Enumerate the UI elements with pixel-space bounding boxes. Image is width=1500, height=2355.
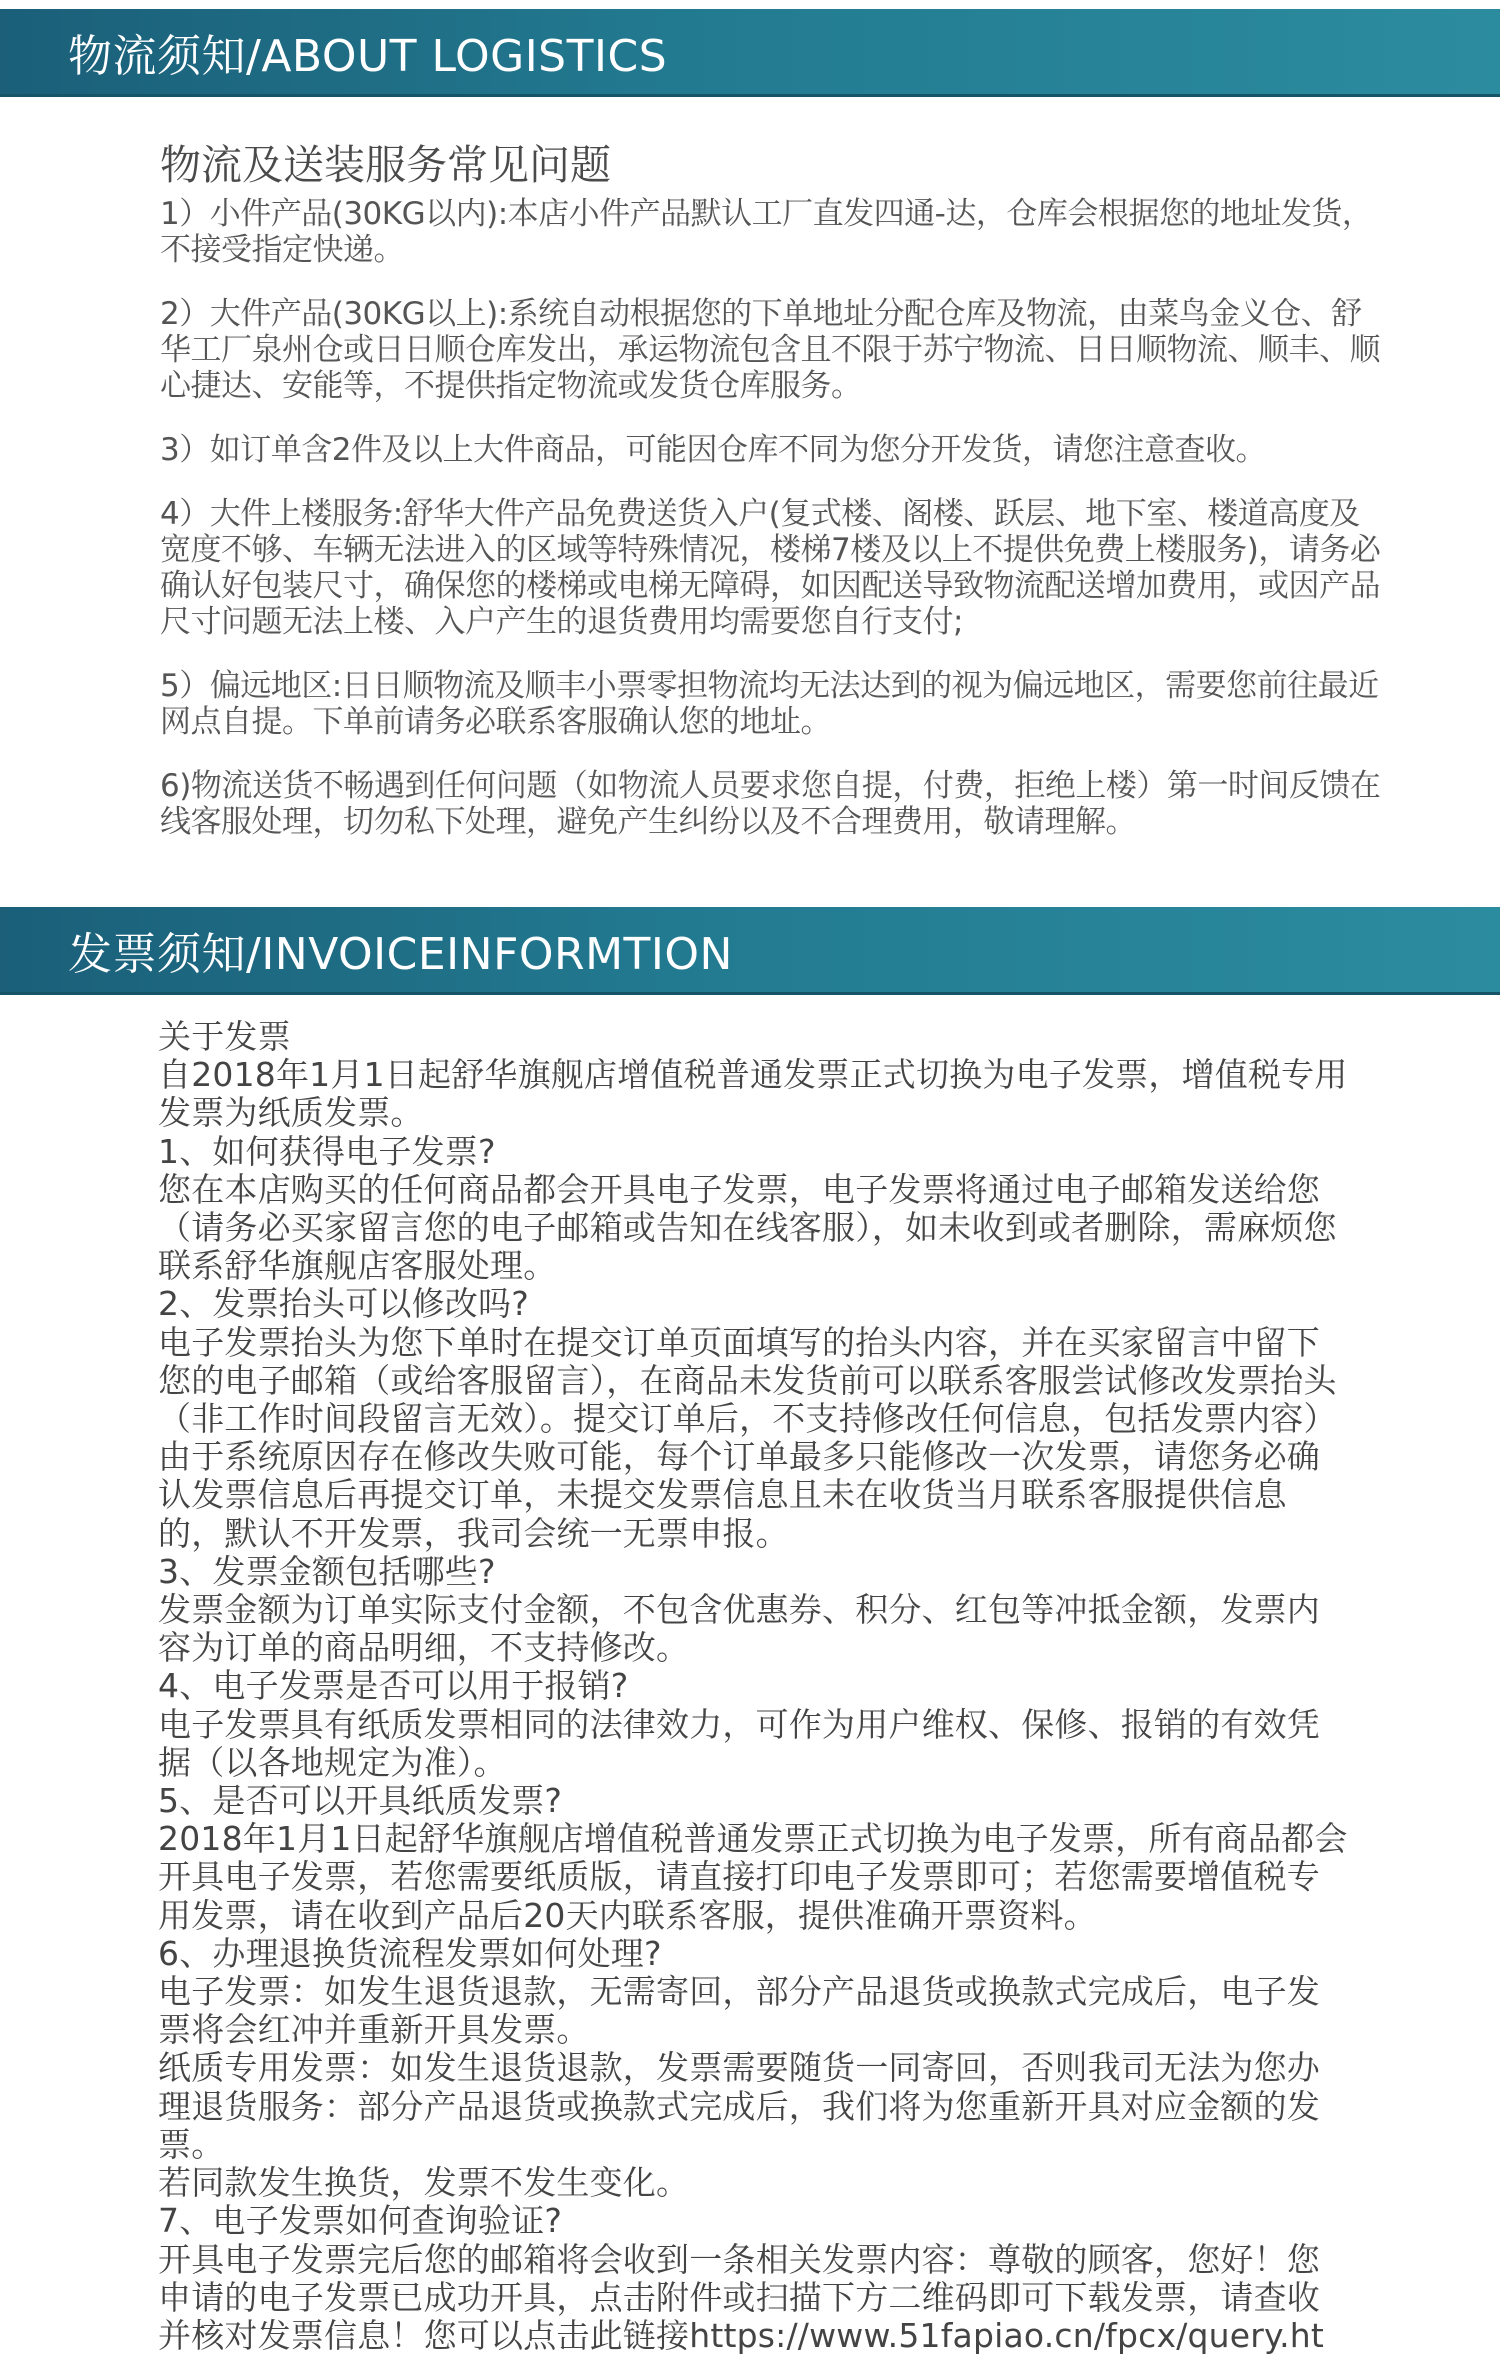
invoice-answer-3: 发票金额为订单实际支付金额，不包含优惠券、积分、红包等冲抵金额，发票内容为订单的商品明细，不支持修改。 [158, 1591, 1353, 1667]
invoice-banner-title: 发票须知/INVOICEINFORMTION [68, 918, 733, 982]
logistics-item-delivery-issues: 6)物流送货不畅遇到任何问题（如物流人员要求您自提，付费，拒绝上楼）第一时间反馈在线客服处理，切勿私下处理，避免产生纠纷以及不合理费用，敬请理解。 [160, 768, 1385, 840]
invoice-intro-text: 自2018年1月1日起舒华旗舰店增值税普通发票正式切换为电子发票，增值税专用发票为纸质发票。 [158, 1056, 1353, 1132]
logistics-item-large-parcel: 2）大件产品(30KG以上):系统自动根据您的下单地址分配仓库及物流，由菜鸟金义仓、舒华工厂泉州仓或日日顺仓库发出，承运物流包含且不限于苏宁物流、日日顺物流、顺丰、顺心捷达、安能等，不提供指定物流或发货仓库服务。 [160, 296, 1385, 404]
logistics-banner-title: 物流须知/ABOUT LOGISTICS [68, 20, 667, 84]
invoice-question-2: 2、发票抬头可以修改吗? [158, 1285, 1353, 1323]
invoice-answer-4: 电子发票具有纸质发票相同的法律效力，可作为用户维权、保修、报销的有效凭据（以各地规定为准）。 [158, 1706, 1353, 1782]
invoice-banner [0, 907, 1500, 995]
invoice-question-5: 5、是否可以开具纸质发票? [158, 1782, 1353, 1820]
invoice-question-7: 7、电子发票如何查询验证? [158, 2202, 1353, 2240]
logistics-item-small-parcel: 1）小件产品(30KG以内):本店小件产品默认工厂直发四通-达，仓库会根据您的地址发货，不接受指定快递。 [160, 196, 1385, 268]
invoice-question-3: 3、发票金额包括哪些? [158, 1553, 1353, 1591]
logistics-faq-list [160, 196, 1385, 868]
logistics-faq-heading: 物流及送装服务常见问题 [160, 132, 611, 191]
invoice-answer-6-exchange: 若同款发生换货，发票不发生变化。 [158, 2164, 1353, 2202]
invoice-question-4: 4、电子发票是否可以用于报销? [158, 1667, 1353, 1705]
invoice-answer-7: 开具电子发票完后您的邮箱将会收到一条相关发票内容：尊敬的顾客，您好！您申请的电子发票已成功开具，点击附件或扫描下方二维码即可下载发票，请查收并核对发票信息！您可以点击此链接https://www.51fapiao.cn/fpcx/query.ht [158, 2241, 1353, 2355]
invoice-answer-6-electronic: 电子发票：如发生退货退款，无需寄回，部分产品退货或换款式完成后，电子发票将会红冲并重新开具发票。 [158, 1973, 1353, 2049]
invoice-answer-6-paper: 纸质专用发票：如发生退货退款，发票需要随货一同寄回，否则我司无法为您办理退货服务：部分产品退货或换款式完成后，我们将为您重新开具对应金额的发票。 [158, 2049, 1353, 2164]
invoice-answer-2: 电子发票抬头为您下单时在提交订单页面填写的抬头内容，并在买家留言中留下您的电子邮箱（或给客服留言），在商品未发货前可以联系客服尝试修改发票抬头（非工作时间段留言无效）。提交订单后，不支持修改任何信息，包括发票内容）由于系统原因存在修改失败可能，每个订单最多只能修改一次发票，请您务必确认发票信息后再提交订单，未提交发票信息且未在收货当月联系客服提供信息的，默认不开发票，我司会统一无票申报。 [158, 1324, 1353, 1553]
invoice-faq-body [158, 1018, 1353, 2355]
logistics-item-split-shipment: 3）如订单含2件及以上大件商品，可能因仓库不同为您分开发货，请您注意查收。 [160, 432, 1385, 468]
invoice-question-6: 6、办理退换货流程发票如何处理? [158, 1935, 1353, 1973]
logistics-item-remote-areas: 5）偏远地区:日日顺物流及顺丰小票零担物流均无法达到的视为偏远地区，需要您前往最近网点自提。下单前请务必联系客服确认您的地址。 [160, 668, 1385, 740]
logistics-banner [0, 9, 1500, 97]
logistics-item-upstairs-service: 4）大件上楼服务:舒华大件产品免费送货入户(复式楼、阁楼、跃层、地下室、楼道高度及宽度不够、车辆无法进入的区域等特殊情况，楼梯7楼及以上不提供免费上楼服务)，请务必确认好包装尺寸，确保您的楼梯或电梯无障碍，如因配送导致物流配送增加费用，或因产品尺寸问题无法上楼、入户产生的退货费用均需要您自行支付; [160, 496, 1385, 640]
invoice-answer-1: 您在本店购买的任何商品都会开具电子发票，电子发票将通过电子邮箱发送给您（请务必买家留言您的电子邮箱或告知在线客服），如未收到或者删除，需麻烦您联系舒华旗舰店客服处理。 [158, 1171, 1353, 1286]
invoice-question-1: 1、如何获得电子发票? [158, 1133, 1353, 1171]
invoice-about-heading: 关于发票 [158, 1018, 1353, 1056]
invoice-answer-5: 2018年1月1日起舒华旗舰店增值税普通发票正式切换为电子发票，所有商品都会开具电子发票，若您需要纸质版，请直接打印电子发票即可；若您需要增值税专用发票，请在收到产品后20天内联系客服，提供准确开票资料。 [158, 1820, 1353, 1935]
